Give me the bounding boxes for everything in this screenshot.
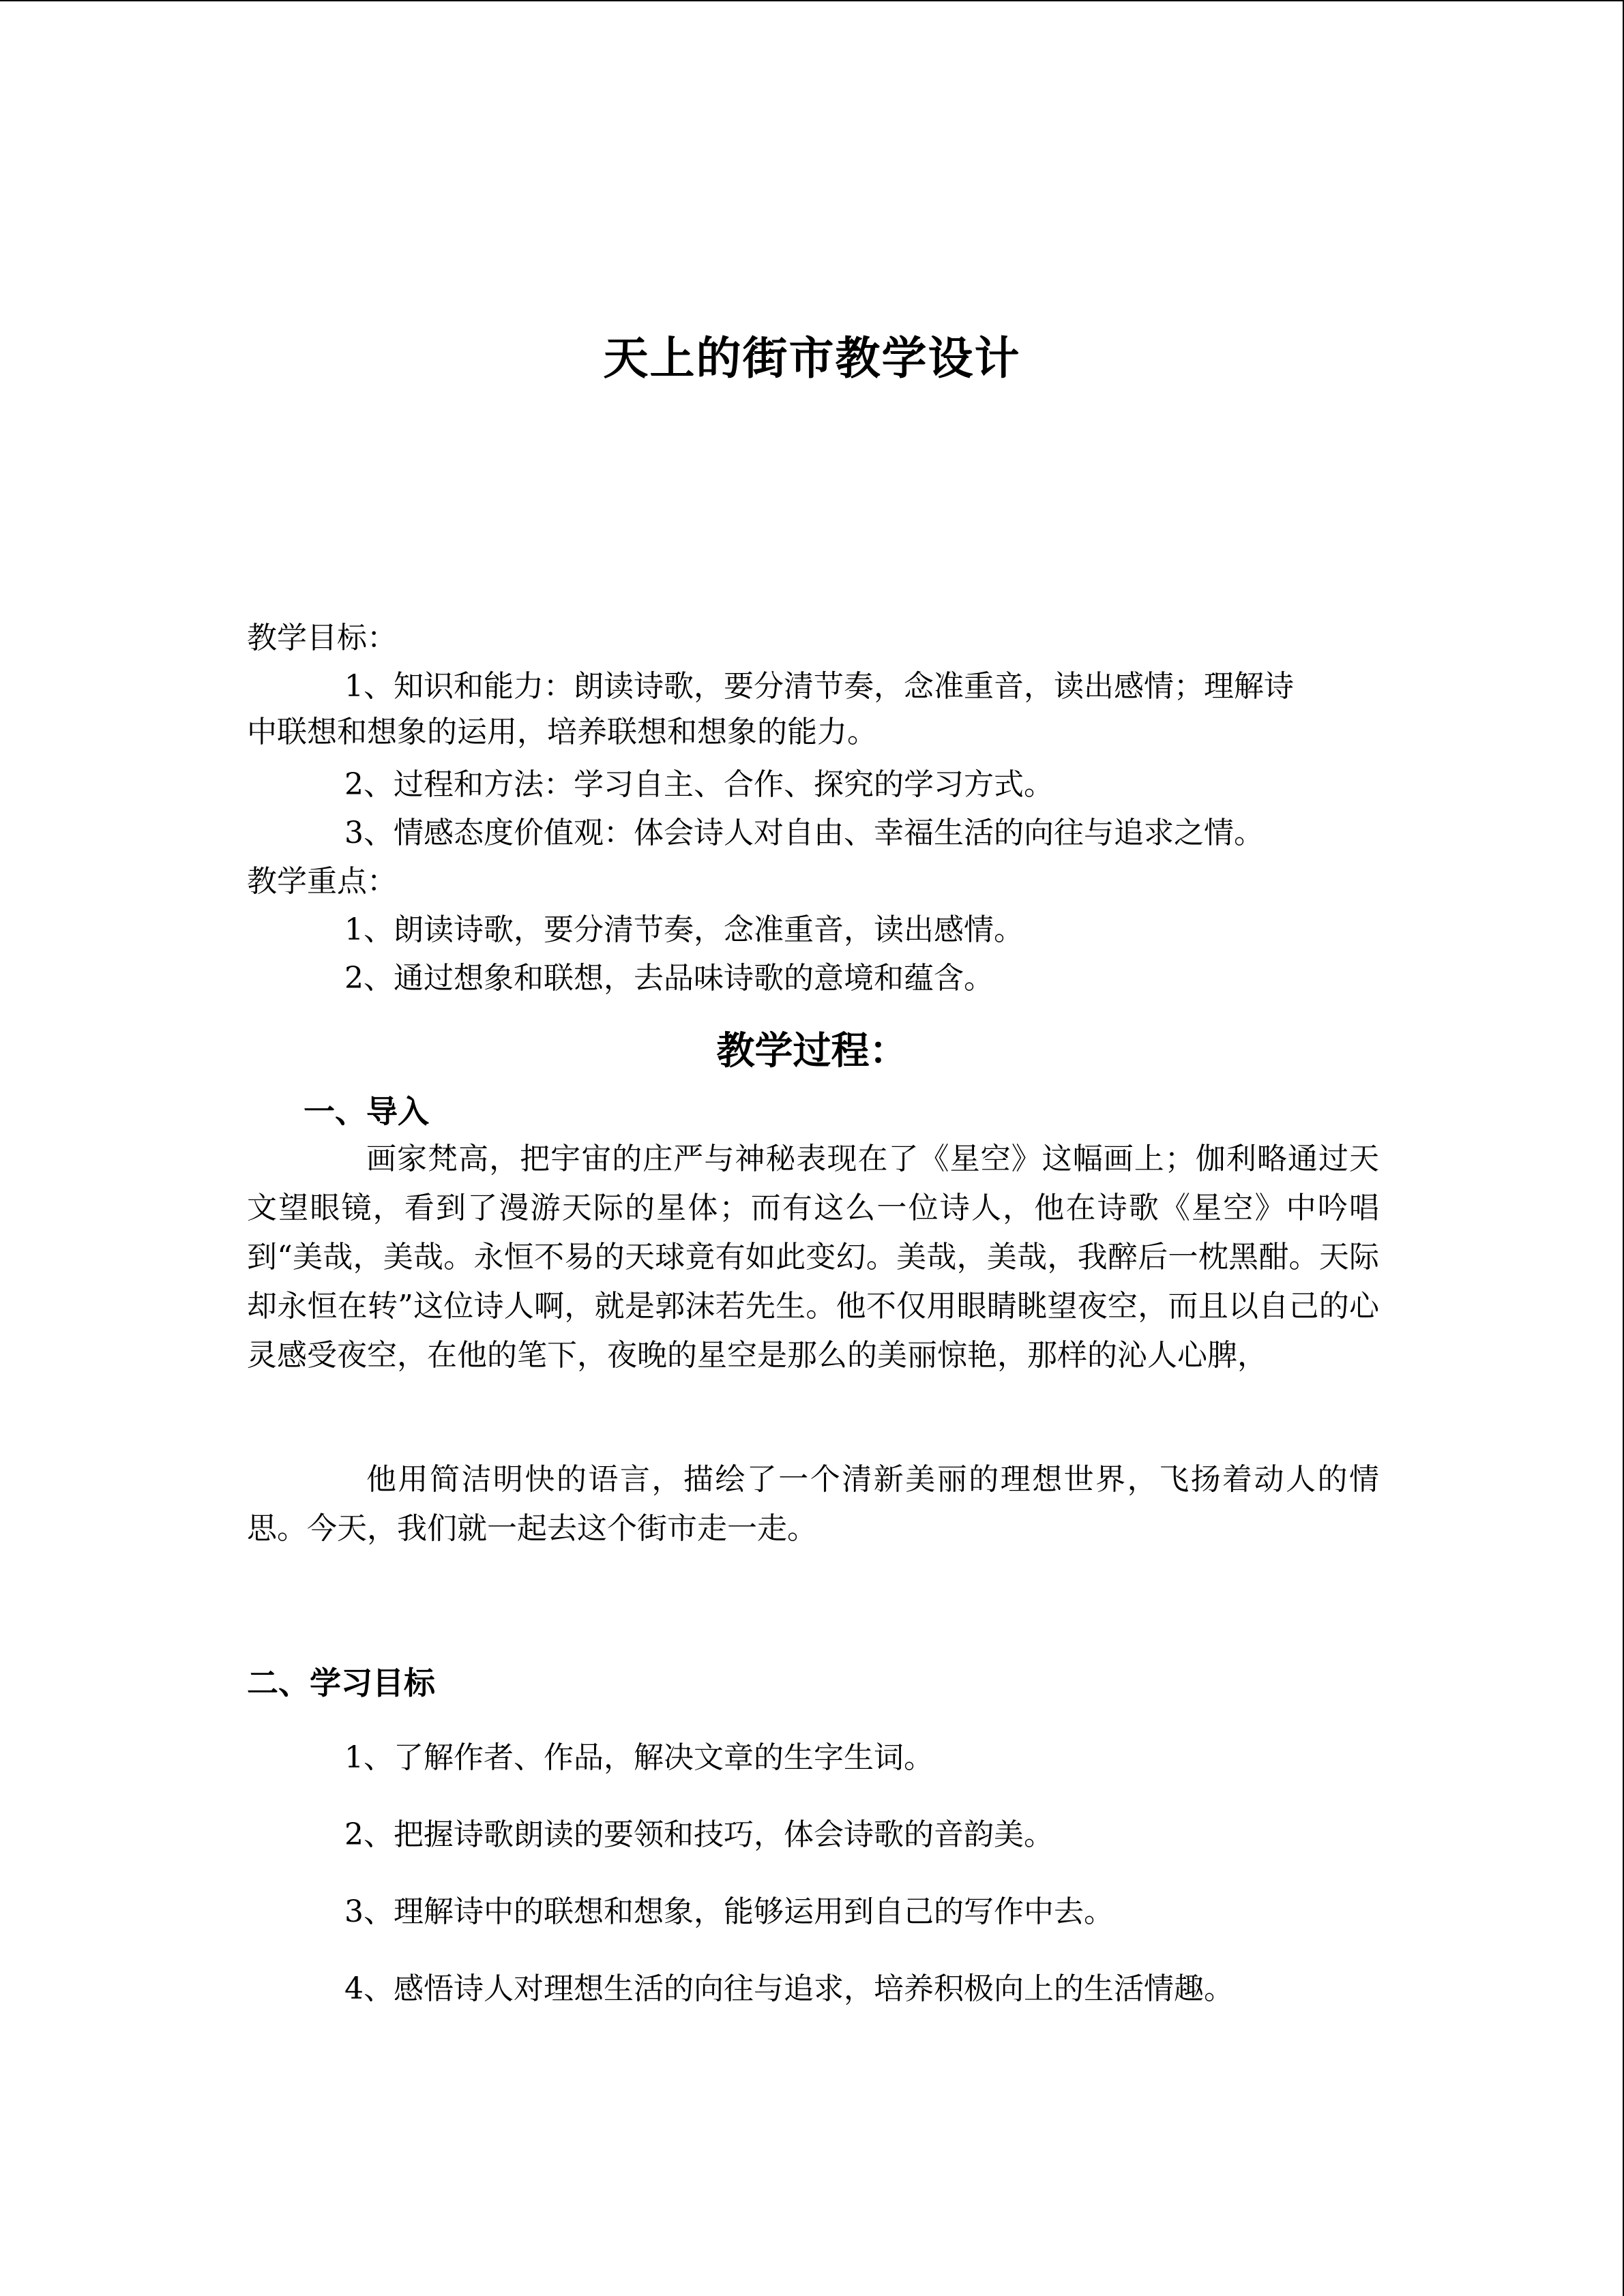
intro-paragraph-2: 他用简洁明快的语言，描绘了一个清新美丽的理想世界，飞扬着动人的情思。今天，我们就一起去这个街市走一走。 bbox=[247, 1462, 1379, 1546]
learning-objective-item: 2、把握诗歌朗读的要领和技巧，体会诗歌的音韵美。 bbox=[344, 1817, 1054, 1852]
objective-line: 1、知识和能力：朗读诗歌，要分清节奏，念准重音，读出感情；理解诗 bbox=[344, 669, 1294, 704]
focus-label: 教学重点： bbox=[247, 864, 397, 899]
learning-objective-item: 3、理解诗中的联想和想象，能够运用到自己的写作中去。 bbox=[344, 1894, 1114, 1929]
intro-paragraph: 画家梵高，把宇宙的庄严与神秘表现在了《星空》这幅画上；伽利略通过天文望眼镜，看到了漫游天际的星体；而有这么一位诗人，他在诗歌《星空》中吟唱到“美哉，美哉。永恒不易的天球竟有如此变幻。美哉，美哉，我醉后一枕黑酣。天际却永恒在转”这位诗人啊，就是郭沫若先生。他不仅用眼睛眺望夜空，而且以自己的心灵感受夜空，在他的笔下，夜晚的星空是那么的美丽惊艳，那样的沁人心脾， bbox=[247, 1142, 1379, 1373]
focus-line: 1、朗读诗歌，要分清节奏，念准重音，读出感情。 bbox=[344, 912, 1024, 947]
process-heading: 教学过程： bbox=[716, 1028, 908, 1073]
section-heading-intro: 一、导入 bbox=[304, 1093, 429, 1130]
objectives-label: 教学目标： bbox=[247, 621, 397, 655]
document-title: 天上的街市教学设计 bbox=[603, 331, 1021, 385]
learning-objective-item: 4、感悟诗人对理想生活的向往与追求，培养积极向上的生活情趣。 bbox=[344, 1971, 1234, 2006]
section-heading-objectives: 二、学习目标 bbox=[247, 1665, 435, 1701]
objective-line: 2、过程和方法：学习自主、合作、探究的学习方式。 bbox=[344, 767, 1054, 802]
learning-objective-item: 1、了解作者、作品，解决文章的生字生词。 bbox=[344, 1740, 934, 1775]
focus-line: 2、通过想象和联想，去品味诗歌的意境和蕴含。 bbox=[344, 961, 994, 996]
objective-line: 3、情感态度价值观：体会诗人对自由、幸福生活的向往与追求之情。 bbox=[344, 816, 1264, 850]
objective-line: 中联想和想象的运用，培养联想和想象的能力。 bbox=[247, 715, 877, 749]
